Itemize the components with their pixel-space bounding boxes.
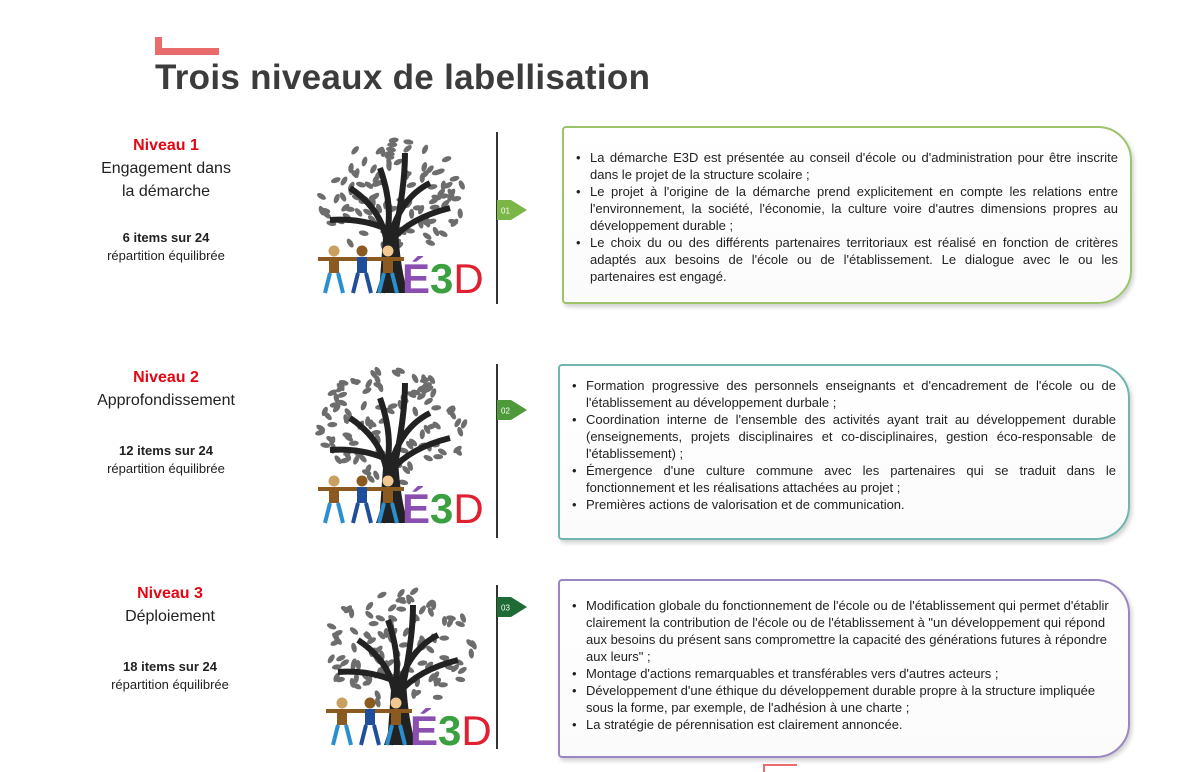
criteria-item: • Le choix du ou des différents partenaires territoriaux est réalisé en fonction de critères adaptés aux besoins de l'école ou de l'établissement. Le dialogue avec le ou les partenaires est engagé.: [590, 234, 1118, 285]
level-balance: répartition équilibrée: [111, 677, 229, 692]
e3d-logo: [310, 358, 485, 538]
svg-text:03: 03: [501, 603, 510, 613]
svg-text:É3D: É3D: [402, 485, 484, 532]
level-2-label: [60, 367, 272, 478]
level-balance: répartition équilibrée: [107, 248, 225, 263]
criteria-item: • La stratégie de pérennisation est clairement annoncée.: [586, 716, 1116, 733]
svg-text:02: 02: [501, 406, 510, 416]
svg-text:01: 01: [501, 206, 510, 216]
svg-text:É3D: É3D: [410, 707, 492, 754]
criteria-item: • Le projet à l'origine de la démarche prend explicitement en compte les relations entre l'environnement, la société, l'économie, la culture voire d'autres dimensions propres au développement durable ;: [590, 183, 1118, 234]
e3d-logo: [318, 580, 493, 760]
criteria-item: • Modification globale du fonctionnement de l'école ou de l'établissement qui permet d'établir clairement la contribution de l'école ou de l'établissement à "un développement qui répond aux besoins du présent sans compromettre la capacité des générations futures à répondre aux leurs" ;: [586, 597, 1116, 665]
level-desc: Engagement dans: [101, 160, 231, 177]
level-1-criteria-box: [562, 126, 1132, 304]
page-title: Trois niveaux de labellisation: [155, 58, 651, 97]
flag-01-icon: [497, 200, 527, 220]
criteria-item: • Développement d'une éthique du développement durable propre à la structure impliquée sous la forme, par exemple, de l'adhésion à une charte ;: [586, 682, 1116, 716]
level-balance: répartition équilibrée: [107, 461, 225, 476]
level-3-label: [64, 583, 276, 694]
level-2-criteria-box: [558, 364, 1130, 540]
title-accent-bar: [155, 37, 219, 55]
timeline-line: [496, 364, 498, 538]
level-1-label: [60, 135, 272, 265]
criteria-item: • Montage d'actions remarquables et transférables vers d'autres acteurs ;: [586, 665, 1116, 682]
level-name: Niveau 3: [137, 585, 203, 602]
level-count: 6 items sur 24: [122, 230, 210, 245]
criteria-item: • La démarche E3D est présentée au conseil d'école ou d'administration pour être inscrite dans le projet de la structure scolaire ;: [590, 149, 1118, 183]
level-name: Niveau 1: [133, 137, 199, 154]
level-desc: la démarche: [121, 183, 211, 200]
level-name: Niveau 2: [133, 369, 199, 386]
level-desc: Approfondissement: [97, 392, 235, 409]
accent-mark: [763, 764, 797, 772]
level-3-criteria-box: [558, 579, 1130, 758]
level-desc: Déploiement: [125, 608, 215, 625]
e3d-logo: [310, 128, 485, 308]
criteria-item: • Coordination interne de l'ensemble des activités ayant trait au développement durable (enseignements, projets disciplinaires et co-disciplinaires, gestion éco-responsable de l'établissement) ;: [586, 411, 1116, 462]
svg-text:É3D: É3D: [402, 255, 484, 302]
criteria-item: • Premières actions de valorisation et de communication.: [586, 496, 1116, 513]
level-count: 18 items sur 24: [123, 659, 217, 674]
flag-03-icon: [497, 597, 527, 617]
level-count: 12 items sur 24: [119, 443, 213, 458]
flag-02-icon: [497, 400, 527, 420]
criteria-item: • Formation progressive des personnels enseignants et d'encadrement de l'école ou de l'établissement au développement durbale ;: [586, 377, 1116, 411]
criteria-item: • Émergence d'une culture commune avec les partenaires qui se traduit dans le fonctionnement et les réalisations attachées au projet ;: [586, 462, 1116, 496]
